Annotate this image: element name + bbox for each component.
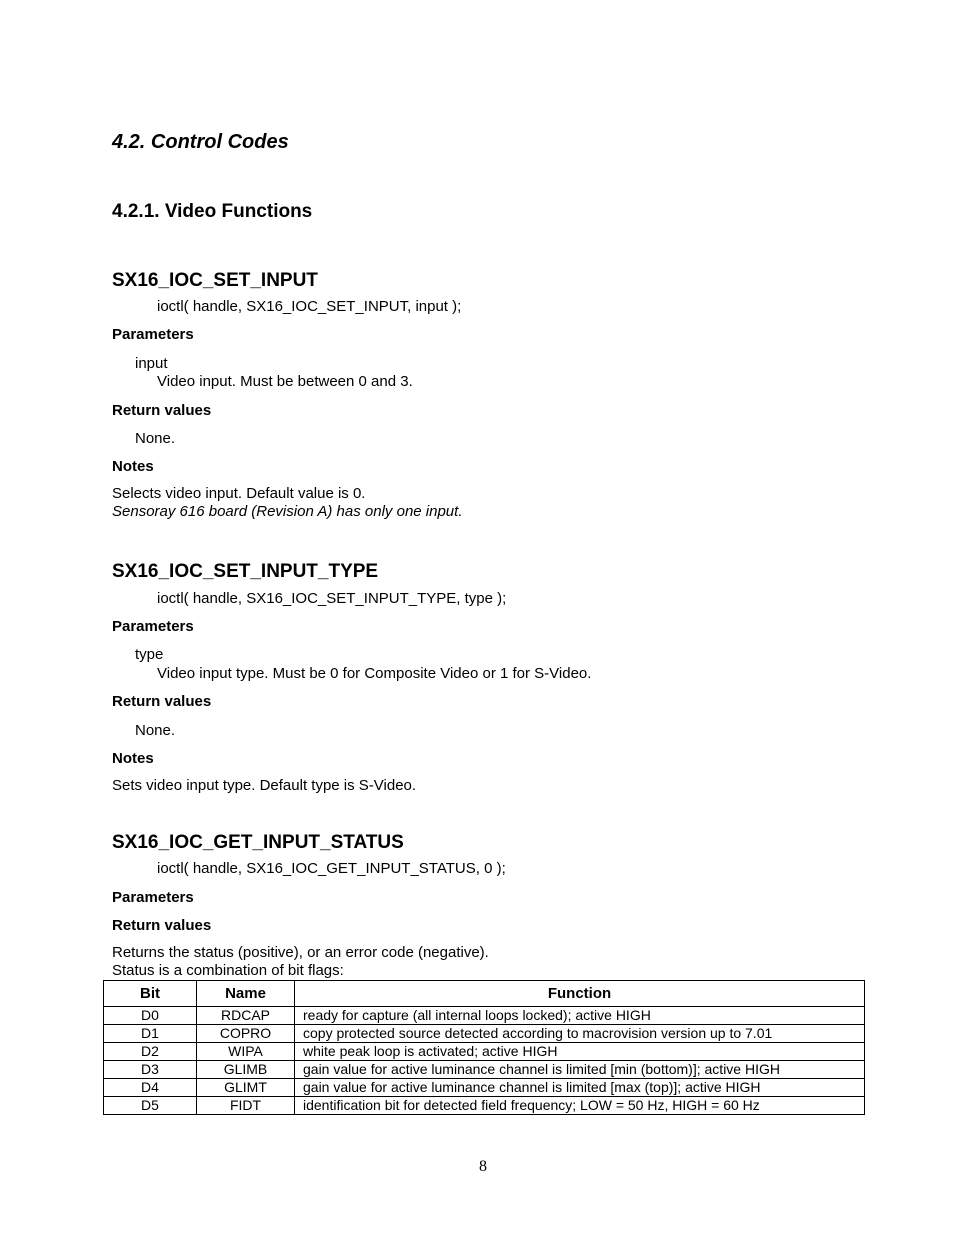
notes-text: Selects video input. Default value is 0. (112, 485, 366, 502)
notes-text: Sets video input type. Default type is S-Video. (112, 777, 417, 794)
name-cell: COPRO (197, 1025, 295, 1043)
bit-cell: D1 (104, 1025, 197, 1043)
function-cell: ready for capture (all internal loops locked); active HIGH (295, 1007, 865, 1025)
column-header-function: Function (295, 981, 865, 1007)
name-cell: RDCAP (197, 1007, 295, 1025)
parameters-label: Parameters (112, 618, 194, 635)
parameter-name: input (135, 355, 168, 372)
name-cell: GLIMT (197, 1079, 295, 1097)
return-values-text: None. (135, 430, 176, 447)
control-code-title: SX16_IOC_SET_INPUT_TYPE (112, 561, 379, 582)
name-cell: FIDT (197, 1097, 295, 1115)
table-row (104, 1025, 865, 1043)
column-header-name: Name (197, 981, 295, 1007)
name-cell: WIPA (197, 1043, 295, 1061)
parameter-description: Video input type. Must be 0 for Composite Video or 1 for S-Video. (157, 665, 592, 682)
page-number: 8 (479, 1158, 487, 1175)
function-prototype: ioctl( handle, SX16_IOC_SET_INPUT, input ); (157, 298, 462, 315)
column-header-bit: Bit (104, 981, 197, 1007)
parameter-name: type (135, 646, 164, 663)
table-row (104, 1007, 865, 1025)
control-code-title: SX16_IOC_SET_INPUT (112, 270, 318, 291)
bit-cell: D2 (104, 1043, 197, 1061)
return-values-text-2: Status is a combination of bit flags: (112, 962, 344, 979)
return-values-label: Return values (112, 693, 212, 710)
bit-cell: D4 (104, 1079, 197, 1097)
control-code-title: SX16_IOC_GET_INPUT_STATUS (112, 832, 404, 853)
function-prototype: ioctl( handle, SX16_IOC_GET_INPUT_STATUS, 0 ); (157, 860, 506, 877)
parameter-description: Video input. Must be between 0 and 3. (157, 373, 413, 390)
return-values-text: None. (135, 722, 176, 739)
bit-cell: D5 (104, 1097, 197, 1115)
function-cell: gain value for active luminance channel is limited [max (top)]; active HIGH (295, 1079, 865, 1097)
function-prototype: ioctl( handle, SX16_IOC_SET_INPUT_TYPE, type ); (157, 590, 507, 607)
name-cell: GLIMB (197, 1061, 295, 1079)
bit-cell: D3 (104, 1061, 197, 1079)
return-values-label: Return values (112, 917, 212, 934)
table-header-row (104, 981, 865, 1007)
function-cell: copy protected source detected according to macrovision version up to 7.01 (295, 1025, 865, 1043)
function-cell: gain value for active luminance channel is limited [min (bottom)]; active HIGH (295, 1061, 865, 1079)
table-row (104, 1043, 865, 1061)
notes-label: Notes (112, 458, 154, 475)
notes-italic-text: Sensoray 616 board (Revision A) has only one input. (112, 503, 463, 520)
subsection-heading: 4.2.1. Video Functions (112, 201, 313, 222)
function-cell: white peak loop is activated; active HIGH (295, 1043, 865, 1061)
return-values-text: Returns the status (positive), or an error code (negative). (112, 944, 489, 961)
table-row (104, 1061, 865, 1079)
table-row (104, 1097, 865, 1115)
parameters-label: Parameters (112, 326, 194, 343)
section-heading: 4.2. Control Codes (112, 131, 289, 153)
return-values-label: Return values (112, 402, 212, 419)
function-cell: identification bit for detected field frequency; LOW = 50 Hz, HIGH = 60 Hz (295, 1097, 865, 1115)
table-row (104, 1079, 865, 1097)
parameters-label: Parameters (112, 889, 194, 906)
bit-cell: D0 (104, 1007, 197, 1025)
notes-label: Notes (112, 750, 154, 767)
status-bit-table (103, 980, 865, 1115)
